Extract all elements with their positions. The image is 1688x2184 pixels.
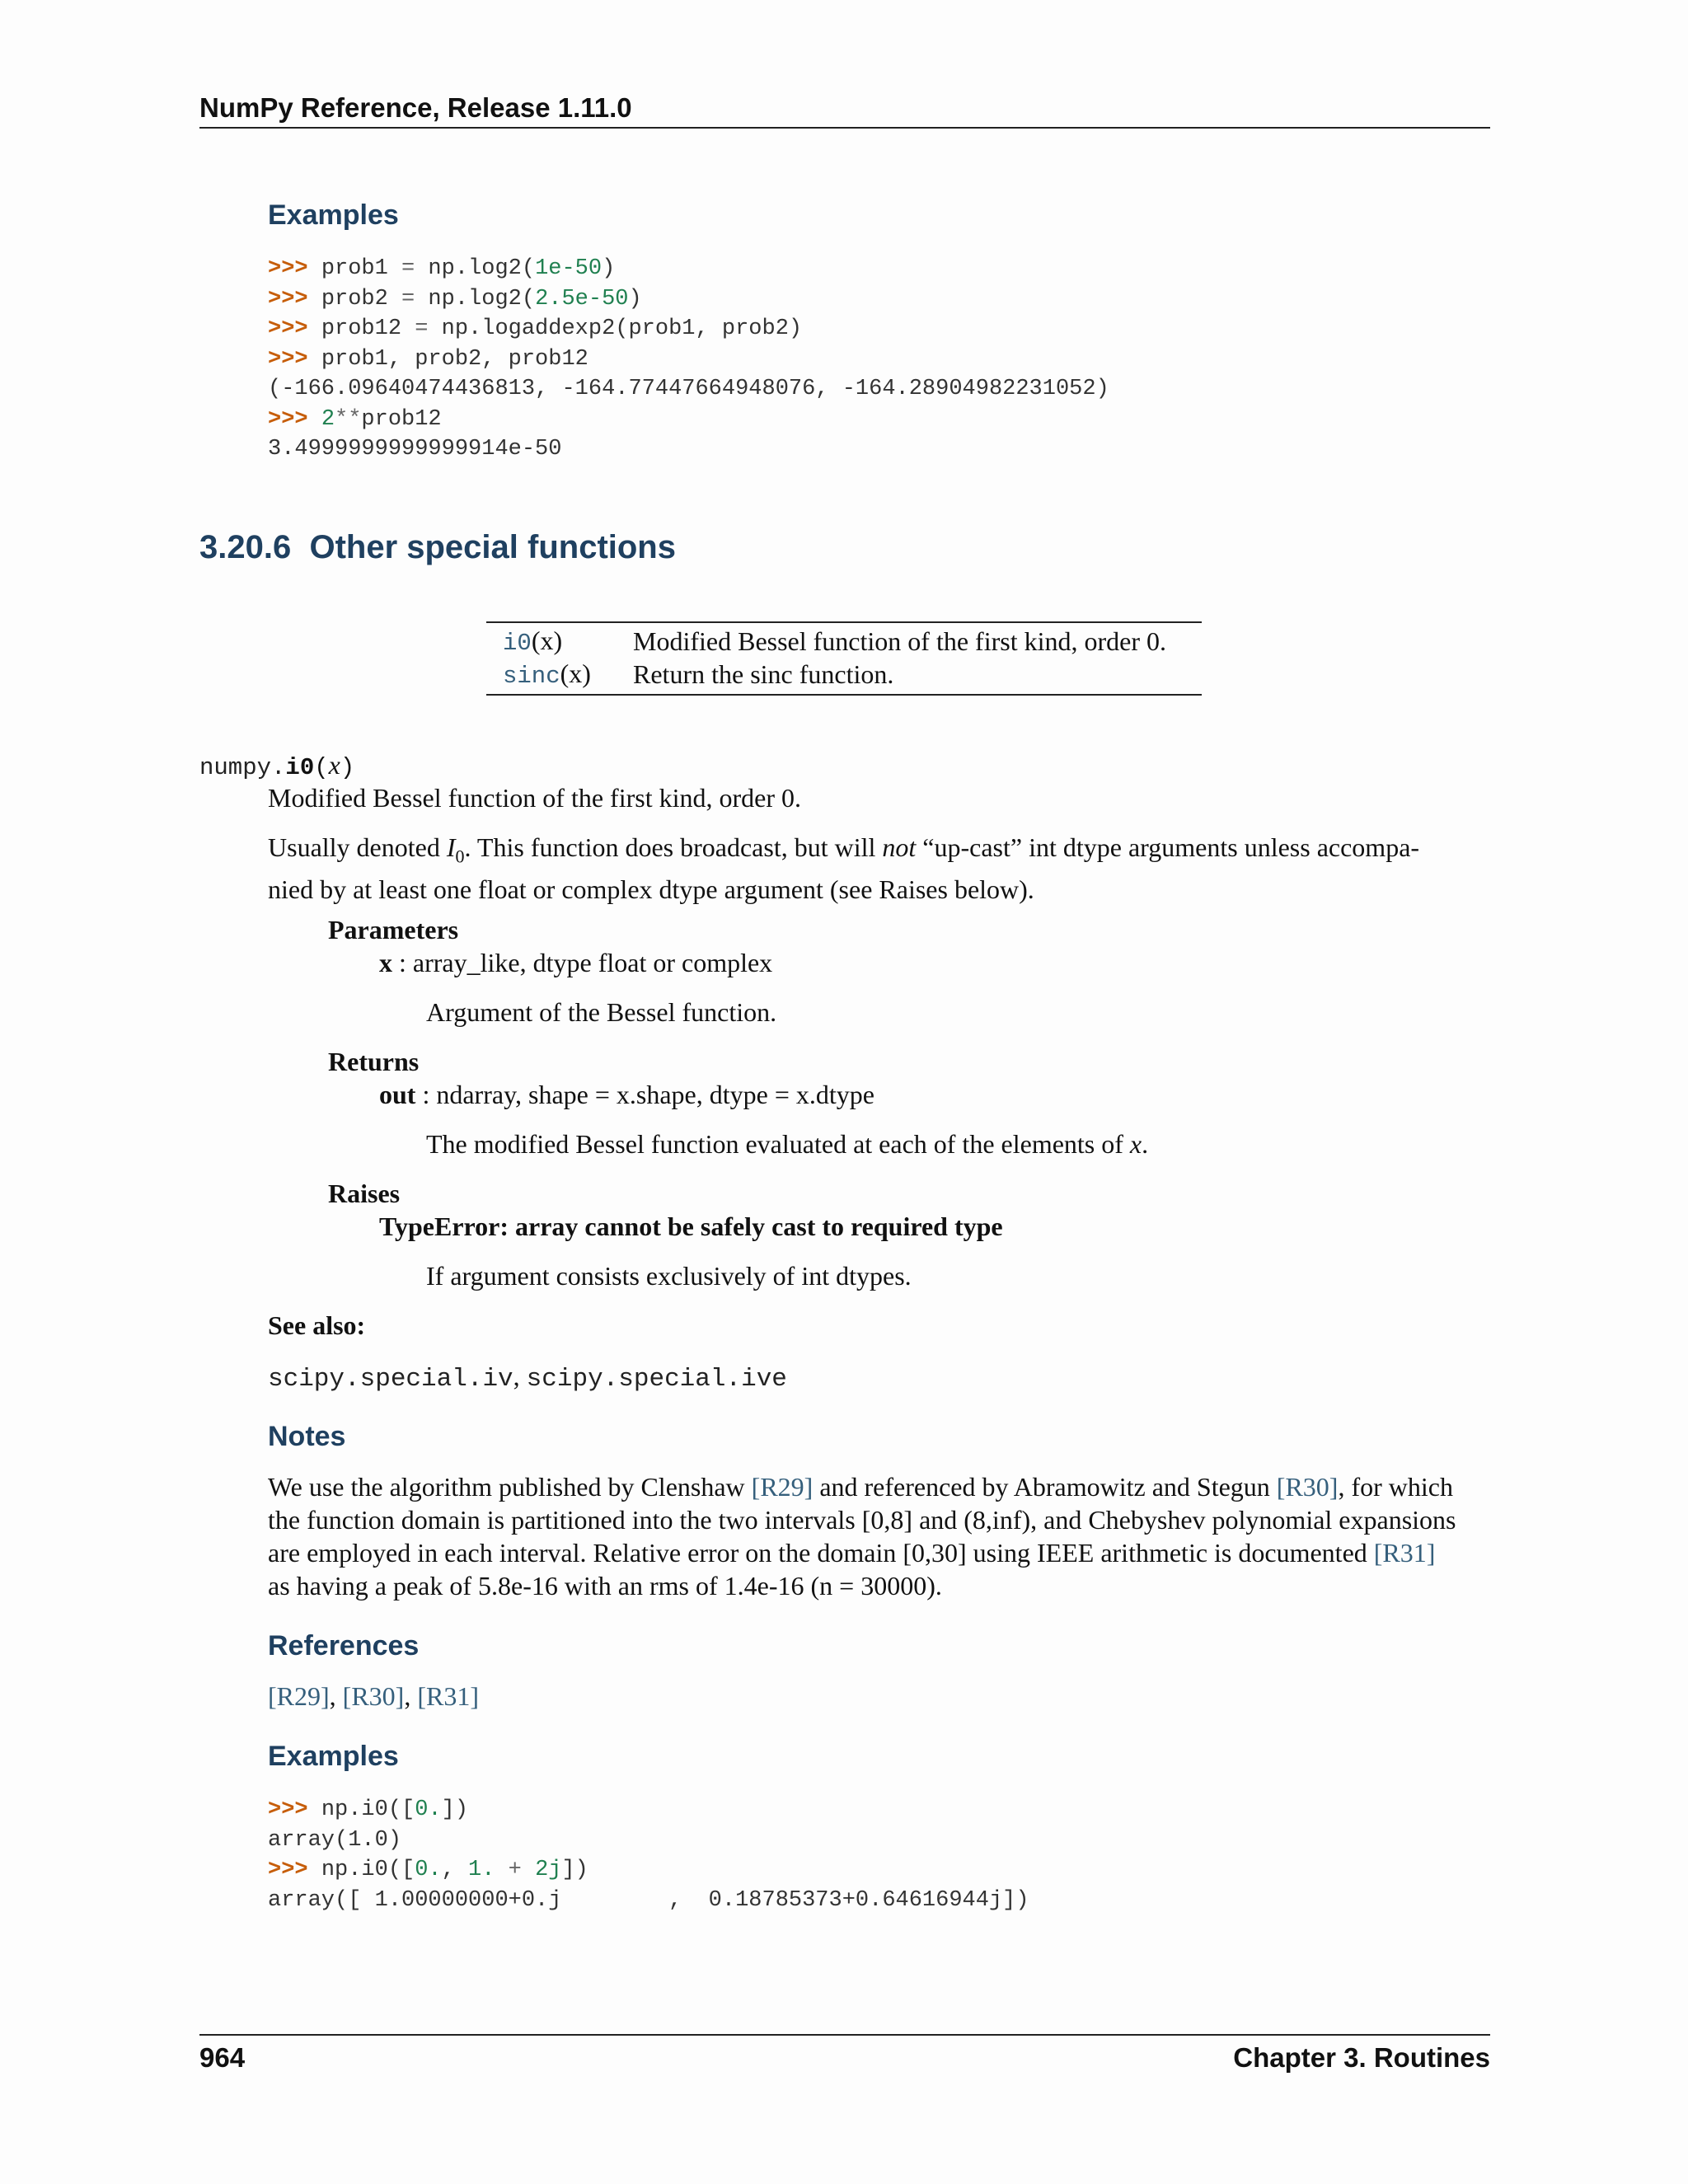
code-line: >>> prob12 = np.logaddexp2(prob1, prob2)	[268, 316, 803, 341]
code-line: array([ 1.00000000+0.j , 0.18785373+0.64616944j])	[268, 1887, 1029, 1913]
running-header: NumPy Reference, Release 1.11.0	[199, 92, 1490, 129]
see-also-links: scipy.special.iv, scipy.special.ive	[268, 1361, 787, 1394]
citation-r29[interactable]: [R29]	[751, 1472, 814, 1502]
return-out: out : ndarray, shape = x.shape, dtype = x.dtype	[379, 1080, 874, 1109]
signature-arg: x	[328, 750, 340, 780]
section-number: 3.20.6	[199, 529, 292, 565]
notes-heading: Notes	[268, 1421, 346, 1452]
examples-heading-bottom: Examples	[268, 1741, 399, 1772]
summary-desc-sinc: Return the sinc function.	[633, 658, 894, 689]
code-line: >>> prob2 = np.log2(2.5e-50)	[268, 286, 642, 312]
code-prompt: >>>	[268, 346, 321, 372]
chapter-label: Chapter 3. Routines	[1233, 2042, 1490, 2073]
page-number: 964	[199, 2042, 246, 2073]
function-signature: numpy.i0(x)	[199, 750, 355, 781]
code-prompt: >>>	[268, 256, 321, 281]
code-line: >>> np.i0([0., 1. + 2j])	[268, 1858, 588, 1882]
see-also-link-iv[interactable]: scipy.special.iv	[268, 1365, 513, 1394]
parameters-heading: Parameters	[328, 915, 459, 944]
code-prompt: >>>	[268, 1797, 321, 1822]
code-line: >>> 2**prob12	[268, 406, 442, 432]
raises-heading: Raises	[328, 1179, 401, 1208]
code-prompt: >>>	[268, 1858, 321, 1882]
code-line: (-166.09640474436813, -164.77447664948076, -164.28904982231052)	[268, 377, 1109, 401]
raises-desc: If argument consists exclusively of int dtypes.	[426, 1261, 912, 1291]
citation-r31[interactable]: [R31]	[1373, 1538, 1436, 1568]
summary-desc-i0: Modified Bessel function of the first kind, order 0.	[633, 626, 1166, 656]
see-also-link-ive[interactable]: scipy.special.ive	[526, 1365, 787, 1394]
examples-heading-top: Examples	[268, 199, 399, 231]
section-heading	[199, 529, 676, 566]
raises-typeerror: TypeError: array cannot be safely cast to required type	[379, 1212, 1003, 1241]
examples-code-block-bottom	[268, 1795, 1029, 1915]
notes-body: We use the algorithm published by Clenshaw [R29] and referenced by Abramowitz and Stegun [R30], for which the function domain is partitioned into the two intervals [0,8] and (8,inf), and Chebyshev polynomial expansions are employed in each interval. Relative error on the domain [0,30] using IEEE arithmetic is documented [R31] as having a peak of 5.8e-16 with an rms of 1.4e-16 (n = 30000).	[268, 1472, 1456, 1601]
function-link-sinc[interactable]: sinc	[503, 663, 560, 690]
code-prompt: >>>	[268, 316, 321, 341]
code-line: >>> prob1, prob2, prob12	[268, 346, 588, 372]
long-description: Usually denoted $I_0$. This function does broadcast, but will not “up-cast” int dtype arguments unless accompa- nied by at least one float or complex dtype argument (see Raises below).	[268, 832, 1420, 905]
code-prompt: >>>	[268, 406, 321, 432]
citation-r30[interactable]: [R30]	[1276, 1472, 1339, 1502]
section-title: Other special functions	[309, 529, 676, 565]
references-list: [R29], [R30], [R31]	[268, 1681, 479, 1711]
reference-r30[interactable]: [R30]	[342, 1681, 405, 1711]
code-line: array(1.0)	[268, 1827, 402, 1853]
code-prompt: >>>	[268, 286, 321, 312]
code-line: >>> np.i0([0.])	[268, 1797, 469, 1822]
reference-r31[interactable]: [R31]	[417, 1681, 479, 1711]
function-summary-table	[486, 621, 1202, 696]
function-link-i0[interactable]: i0	[503, 630, 532, 657]
short-description: Modified Bessel function of the first kind, order 0.	[268, 783, 801, 813]
code-line: >>> prob1 = np.log2(1e-50)	[268, 256, 616, 281]
param-x: x : array_like, dtype float or complex	[379, 948, 773, 977]
summary-row-i0: i0(x) Modified Bessel function of the first kind, order 0.	[503, 626, 1166, 657]
signature-name: i0	[285, 754, 315, 781]
param-x-desc: Argument of the Bessel function.	[426, 997, 777, 1027]
references-heading: References	[268, 1630, 420, 1661]
examples-code-block-top	[268, 254, 1109, 465]
return-out-desc: The modified Bessel function evaluated at each of the elements of x.	[426, 1129, 1149, 1159]
summary-row-sinc: sinc(x) Return the sinc function.	[503, 658, 894, 690]
code-line: 3.4999999999999914e-50	[268, 437, 562, 462]
see-also-heading: See also:	[268, 1310, 366, 1340]
returns-heading: Returns	[328, 1047, 420, 1076]
reference-r29[interactable]: [R29]	[268, 1681, 330, 1711]
page-footer	[199, 2034, 1490, 2074]
